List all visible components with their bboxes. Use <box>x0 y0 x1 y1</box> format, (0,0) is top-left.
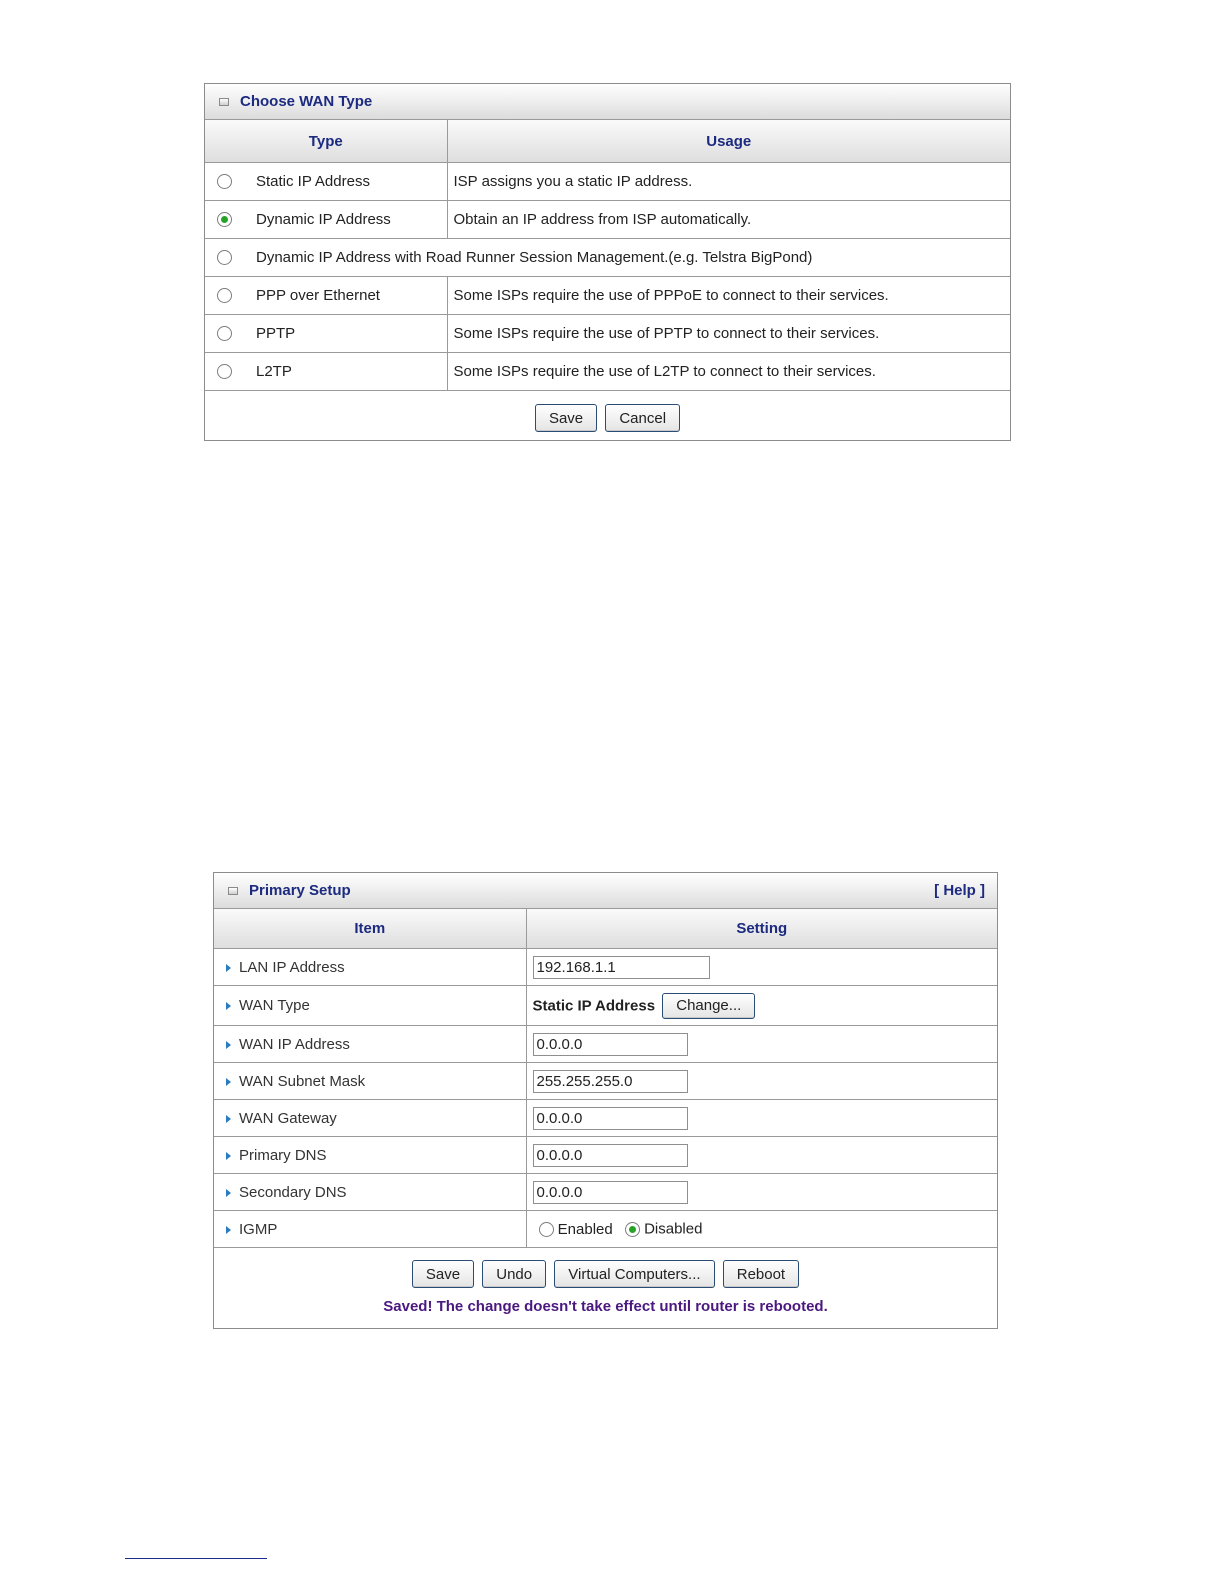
primary-setup-header <box>214 873 997 909</box>
pptp-radio[interactable] <box>217 326 232 341</box>
secondary-dns-label: Secondary DNS <box>239 1183 347 1201</box>
item-cell <box>214 1174 526 1211</box>
col-type-header: Type <box>205 120 447 163</box>
virtual-computers-button[interactable]: Virtual Computers... <box>554 1260 714 1288</box>
item-cell <box>214 949 526 986</box>
wan-type-value: Static IP Address <box>532 997 656 1014</box>
arrow-right-icon <box>226 1078 231 1086</box>
primary-setup-table <box>214 909 997 1344</box>
arrow-right-icon <box>226 1189 231 1197</box>
undo-button[interactable]: Undo <box>482 1260 546 1288</box>
wan-type-cell <box>205 277 447 315</box>
wan-type-panel-title: Choose WAN Type <box>240 93 373 110</box>
igmp-label: IGMP <box>239 1220 278 1238</box>
setting-cell <box>526 986 997 1026</box>
setting-cell <box>526 1137 997 1174</box>
wan-type-label: WAN Type <box>239 997 310 1014</box>
pppoe-label: PPP over Ethernet <box>256 287 380 305</box>
igmp-disabled-radio[interactable] <box>625 1222 640 1237</box>
wan-row-dynamic[interactable] <box>205 201 1010 239</box>
pppoe-radio[interactable] <box>217 288 232 303</box>
wan-row-road-runner[interactable] <box>205 239 1010 277</box>
setting-cell <box>526 1100 997 1137</box>
arrow-right-icon <box>226 1226 231 1234</box>
wan-type-cell <box>205 315 447 353</box>
row-wan-ip <box>214 1026 997 1063</box>
arrow-right-icon <box>226 1152 231 1160</box>
wan-gateway-input[interactable] <box>533 1107 688 1130</box>
row-secondary-dns <box>214 1174 997 1211</box>
dynamic-ip-label: Dynamic IP Address <box>256 211 391 229</box>
primary-button-cell <box>214 1248 997 1345</box>
primary-dns-input[interactable] <box>533 1144 688 1167</box>
item-cell <box>214 1063 526 1100</box>
footnote-divider <box>125 1558 267 1559</box>
wan-type-cell <box>205 163 447 201</box>
item-cell <box>214 986 526 1026</box>
l2tp-usage: Some ISPs require the use of L2TP to connect to their services. <box>447 353 1010 391</box>
setting-cell <box>526 1063 997 1100</box>
setting-cell <box>526 949 997 986</box>
static-ip-usage: ISP assigns you a static IP address. <box>447 163 1010 201</box>
wan-mask-label: WAN Subnet Mask <box>239 1072 366 1090</box>
road-runner-radio[interactable] <box>217 250 232 265</box>
wan-type-header-row <box>205 120 1010 163</box>
row-wan-mask <box>214 1063 997 1100</box>
arrow-right-icon <box>226 1002 231 1010</box>
pptp-usage: Some ISPs require the use of PPTP to connect to their services. <box>447 315 1010 353</box>
dynamic-ip-radio[interactable] <box>217 212 232 227</box>
primary-dns-label: Primary DNS <box>239 1146 327 1164</box>
static-ip-label: Static IP Address <box>256 173 370 191</box>
change-wan-type-button[interactable]: Change... <box>662 993 755 1019</box>
l2tp-label: L2TP <box>256 363 292 381</box>
arrow-right-icon <box>226 1041 231 1049</box>
static-ip-radio[interactable] <box>217 174 232 189</box>
dynamic-ip-usage: Obtain an IP address from ISP automatically. <box>447 201 1010 239</box>
wan-gateway-label: WAN Gateway <box>239 1109 337 1127</box>
pptp-label: PPTP <box>256 325 296 343</box>
wan-type-panel <box>204 83 1011 441</box>
secondary-dns-input[interactable] <box>533 1181 688 1204</box>
wan-row-static[interactable] <box>205 163 1010 201</box>
wan-cancel-button[interactable]: Cancel <box>605 404 680 432</box>
igmp-enabled-label: Enabled <box>557 1220 613 1238</box>
saved-message: Saved! The change doesn't take effect until router is rebooted. <box>383 1298 828 1315</box>
row-primary-dns <box>214 1137 997 1174</box>
wan-type-panel-header <box>205 84 1010 120</box>
row-igmp <box>214 1211 997 1248</box>
road-runner-label: Dynamic IP Address with Road Runner Session Management.(e.g. Telstra BigPond) <box>256 249 813 267</box>
pppoe-usage: Some ISPs require the use of PPPoE to connect to their services. <box>447 277 1010 315</box>
panel-toggle-icon <box>228 887 238 895</box>
col-usage-header: Usage <box>447 120 1010 163</box>
wan-mask-input[interactable] <box>533 1070 688 1093</box>
setting-cell <box>526 1026 997 1063</box>
wan-type-cell <box>205 353 447 391</box>
wan-button-cell <box>205 391 1010 446</box>
setting-cell <box>526 1211 997 1248</box>
lan-ip-input[interactable] <box>533 956 710 979</box>
wan-type-table <box>205 120 1010 445</box>
igmp-enabled-radio[interactable] <box>539 1222 554 1237</box>
wan-save-button[interactable]: Save <box>535 404 597 432</box>
col-item-header: Item <box>214 909 526 949</box>
wan-row-pptp[interactable] <box>205 315 1010 353</box>
primary-save-button[interactable]: Save <box>412 1260 474 1288</box>
primary-header-row <box>214 909 997 949</box>
road-runner-cell <box>205 239 1010 277</box>
igmp-disabled-label: Disabled <box>644 1220 703 1238</box>
wan-row-l2tp[interactable] <box>205 353 1010 391</box>
primary-button-row <box>214 1248 997 1345</box>
wan-button-row <box>205 391 1010 446</box>
wan-ip-input[interactable] <box>533 1033 688 1056</box>
item-cell <box>214 1211 526 1248</box>
wan-ip-label: WAN IP Address <box>239 1035 350 1053</box>
help-link[interactable]: [ Help ] <box>934 882 985 899</box>
item-cell <box>214 1100 526 1137</box>
panel-toggle-icon <box>219 98 229 106</box>
item-cell <box>214 1137 526 1174</box>
arrow-right-icon <box>226 964 231 972</box>
arrow-right-icon <box>226 1115 231 1123</box>
row-wan-gateway <box>214 1100 997 1137</box>
primary-setup-panel <box>213 872 998 1329</box>
lan-ip-label: LAN IP Address <box>239 958 345 976</box>
wan-type-cell <box>205 201 447 239</box>
setting-cell <box>526 1174 997 1211</box>
primary-setup-title: Primary Setup <box>249 882 351 899</box>
reboot-button[interactable]: Reboot <box>723 1260 799 1288</box>
wan-row-pppoe[interactable] <box>205 277 1010 315</box>
item-cell <box>214 1026 526 1063</box>
l2tp-radio[interactable] <box>217 364 232 379</box>
row-wan-type <box>214 986 997 1026</box>
row-lan-ip <box>214 949 997 986</box>
col-setting-header: Setting <box>526 909 997 949</box>
